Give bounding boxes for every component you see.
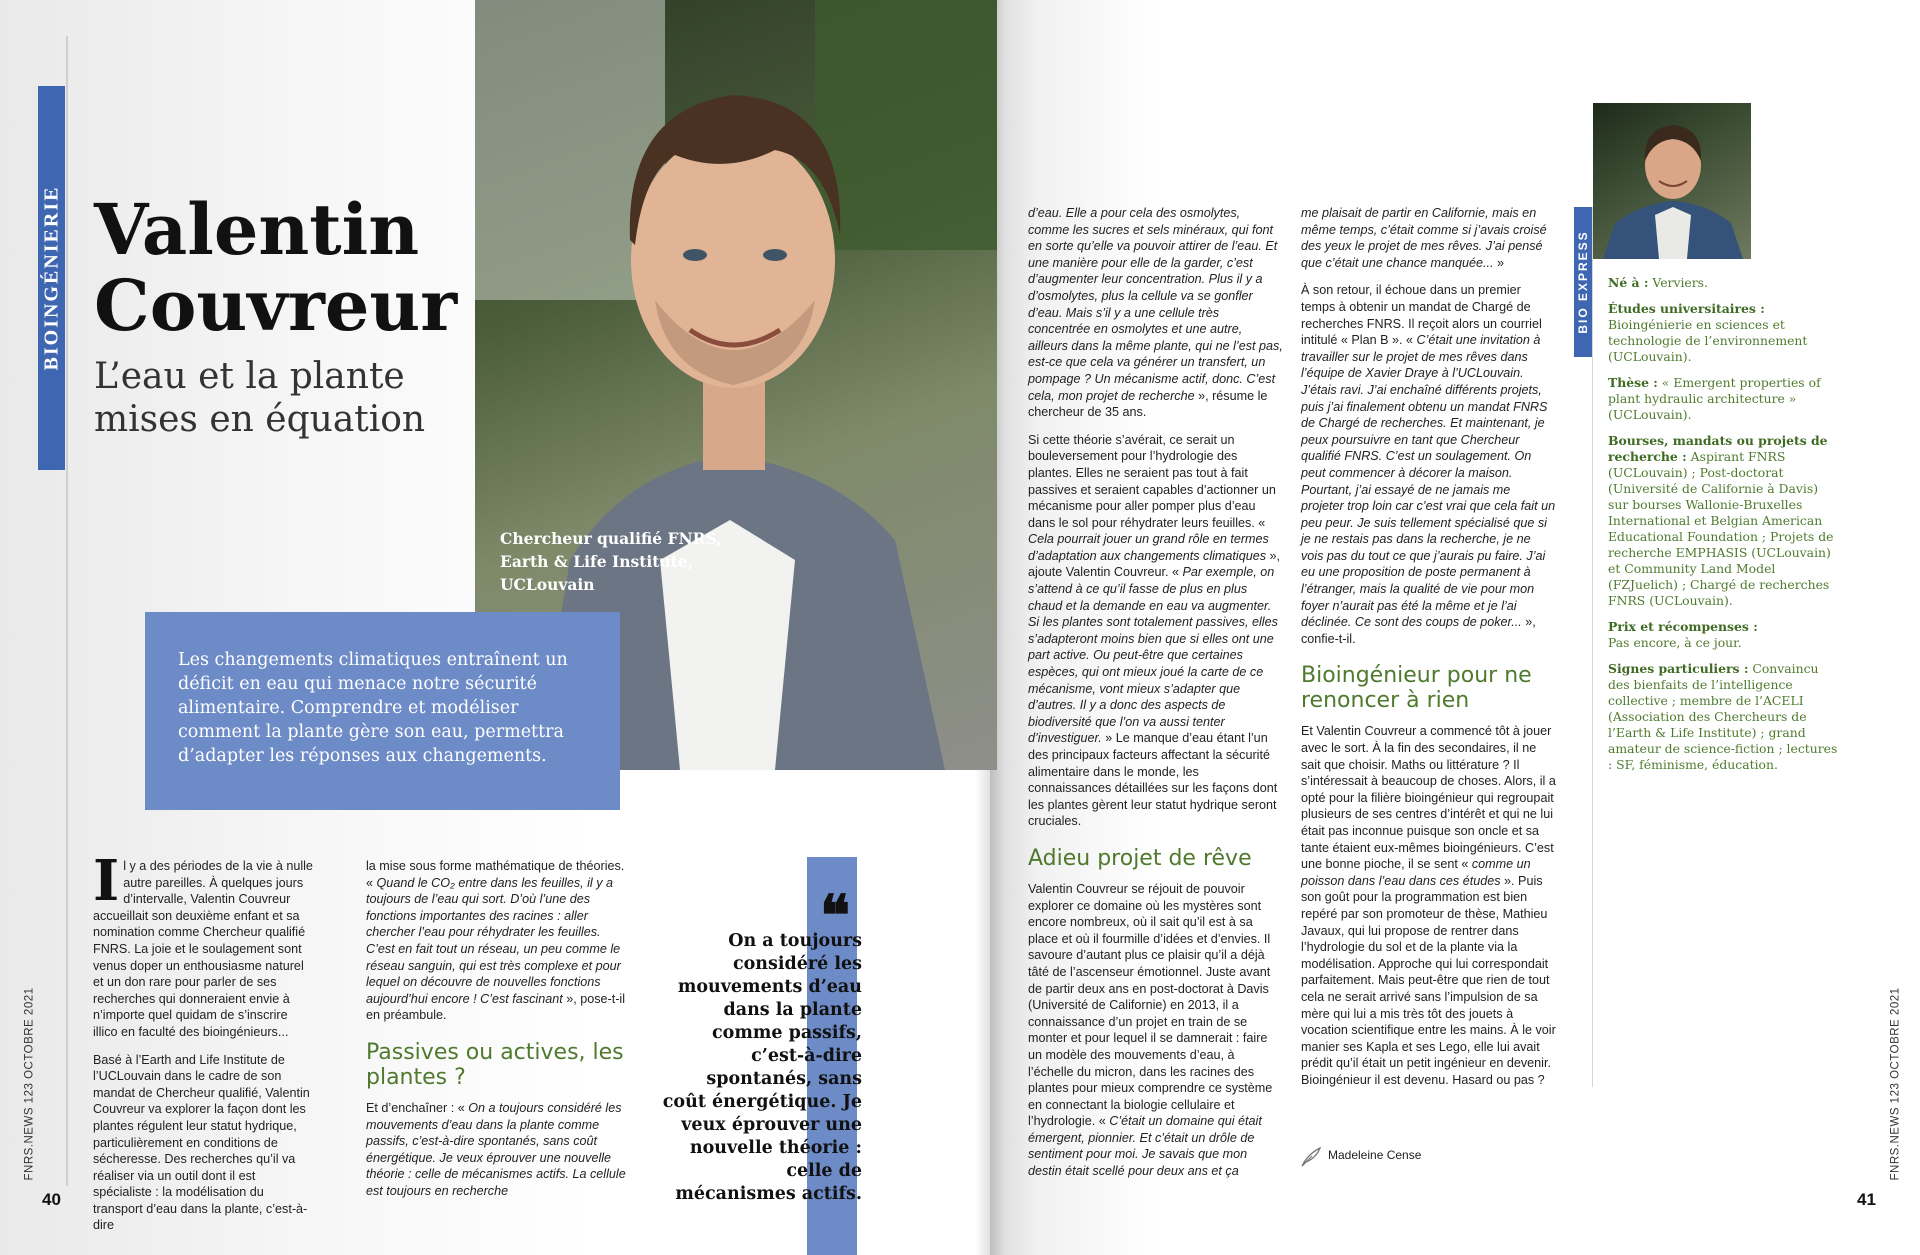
bio-studies	[1608, 301, 1838, 365]
byline: Madeleine Cense	[1328, 1148, 1422, 1162]
quote-run: Cela pourrait jouer un grand rôle en termes d’adaptation aux changements climatiques	[1028, 532, 1269, 563]
bio-label: Né à :	[1608, 275, 1649, 290]
text-run: Si cette théorie s’avérait, ce serait un bouleversement pour l’hydrologie des plantes. Elles ne seraient pas tout à fait passives et seraient capables d’actionner un mécanisme pour aller pomper plus d’eau dans le sol pour réhydrater leurs feuilles. «	[1028, 432, 1276, 530]
article-title	[94, 188, 458, 347]
article-subtitle	[94, 355, 425, 441]
text-run: Et d’enchaîner : «	[366, 1100, 469, 1115]
paragraph: Basé à l’Earth and Life Institute de l’UCLouvain dans le cadre de son mandat de Chercheur qualifié, Valentin Couvreur va explorer la façon dont les plantes régulent leur statut hydrique, particulièrement en conditions de sécheresse. Des recherches qu’il va réaliser via un outil dont il est spécialiste : la modélisation du transport d’eau dans la plante, c’est-à-dire	[93, 1052, 310, 1233]
text-run: Valentin Couvreur se réjouit de pouvoir explorer ce domaine où les mystères sont encore nombreux, où il sait qu’il est à sa place et où il fourmille d’idées et d’envies. Il savoure d’autant plus ce plaisir qu’il a déjà tâté de l’ascenseur émotionnel. Juste avant de partir deux ans en post-doctorat à Davis (Université de Californie) en 2013, il a connaissance d’un projet en train de se monter et pour lequel il se damnerait : faire un modèle des mouvements d’eau, à l’échelle du micron, dans les racines des plantes pour mieux comprendre ce système en connectant la biologie cellulaire et l’hydrologie. «	[1028, 881, 1273, 1129]
bio-thesis	[1608, 375, 1838, 423]
photo-caption	[500, 527, 722, 596]
paragraph	[366, 1100, 628, 1200]
intro-text: Les changements climatiques entraînent un déficit en eau qui menace notre sécurité alimentaire. Comprendre et modéliser comment la plante gère son eau, permettra d’adapter les réponses aux changements.	[178, 650, 568, 766]
bio-photo	[1593, 103, 1751, 259]
bio-value: Convaincu des bienfaits de l’intelligence collective ; membre de l’ACELI (Association des Chercheurs de l’Earth & Life Institute) ; grand amateur de science-fiction ; lectures : SF, féminisme, éducation.	[1608, 661, 1838, 772]
bio-label: Signes particuliers :	[1608, 661, 1749, 676]
text-run: Et Valentin Couvreur a commencé tôt à jouer avec le sort. À la fin des secondaires, il ne sait que choisir. Maths ou littérature ? Il s’intéressait à beaucoup de choses. Alors, il a opté pour la filière bioingénieur qui regroupait plusieurs de ses centres d’intérêt et qui ne lui était pas inconnue puisque son oncle et sa tante étaient eux-mêmes bioingénieurs. C’est une bonne pioche, il se sent «	[1301, 724, 1556, 872]
bio-value: Aspirant FNRS (UCLouvain) ; Post-doctorat (Université de Californie à Davis) sur bourses Wallonie-Bruxelles International et Belgian American Educational Foundation ; Projets de recherche EMPHASIS (UCLouvain) et Community Land Model (FZJuelich) ; Chargé de recherches FNRS (UCLouvain).	[1608, 449, 1834, 608]
bio-signs	[1608, 661, 1838, 773]
page-number-left: 40	[42, 1190, 61, 1209]
paragraph	[93, 848, 315, 1041]
bio-label: Thèse :	[1608, 375, 1658, 390]
quote-run: comme un poisson dans l’eau dans ces études	[1301, 857, 1531, 888]
quote-run: C’était une invitation à travailler sur le projet de mes rêves dans l’équipe de Xavier Draye à l’UCLouvain. J’étais ravi. J’ai enchaîné différents projets, puis j’ai finalement obtenu un mandat FNRS de Chargé de recherches. Et maintenant, je peux poursuivre en tant que Chercheur qualifié FNRS. C’est un soulagement. On peut commencer à décorer la maison. Pourtant, j’ai essayé de ne jamais me projeter trop loin car c’est vrai que cela fait un peu peur. Je suis tellement spécialisé que si je ne restais pas dans la recherche, je ne vois pas du tout ce que j’aurais pu faire. J’ai eu une proposition de poste permanent à l’étranger, mais la qualité de vie pour mon foyer n’aurait pas été la même et je l’ai déclinée. Ce sont des coups de poker...	[1301, 333, 1556, 630]
paragraph	[1301, 723, 1556, 1088]
paragraph	[1301, 205, 1556, 271]
section-heading: Passives ou actives, les plantes ?	[366, 1039, 624, 1090]
text-run: » Le manque d’eau étant l’un des principaux facteurs affectant la sécurité alimentaire dans le monde, les connaissances détaillées sur les façons dont les plantes gèrent leur statut hydrique seront cruciales.	[1028, 731, 1278, 829]
title-last-name: Couvreur	[94, 264, 458, 347]
right-column-2	[1301, 205, 1556, 1100]
bio-label: Bourses, mandats ou projets de recherche :	[1608, 433, 1828, 464]
folio-right: FNRS.NEWS 123 OCTOBRE 2021	[1889, 987, 1902, 1181]
title-first-name: Valentin	[94, 188, 420, 271]
bio-label: Études universitaires :	[1608, 301, 1765, 316]
paragraph	[1028, 205, 1283, 421]
quote-run: Par exemple, on s’attend à ce qu’il fasse de plus en plus chaud et la demande en eau va augmenter. Si les plantes sont totalement passives, elles s’adapteront moins bien que si elles ont une part active. Ou peut-être que certaines espèces, qui ont mieux joué la carte de ce mécanisme, vont mieux s’adapter que d’autres. Il y a donc des aspects de biodiversité que l’on va aussi tenter d’investiguer.	[1028, 565, 1278, 746]
section-heading: Bioingénieur pour ne renoncer à rien	[1301, 663, 1532, 714]
quill-icon	[1300, 1146, 1322, 1168]
bio-value: Pas encore, à ce jour.	[1608, 635, 1742, 650]
quote-run: me plaisait de partir en Californie, mais en même temps, c’était comme si j’avais croisé des yeux le projet de mes rêves. J’ai pensé que c’était une chance manquée...	[1301, 206, 1547, 270]
bio-value: Verviers.	[1648, 275, 1708, 290]
bio-portrait-illustration	[1593, 103, 1751, 259]
page-number-right: 41	[1857, 1190, 1876, 1209]
caption-line-1: Chercheur qualifié FNRS,	[500, 529, 722, 548]
bio-label: Prix et récompenses :	[1608, 619, 1758, 634]
caption-line-2: Earth & Life Institute,	[500, 552, 694, 571]
paragraph	[1028, 432, 1283, 830]
paragraph	[1028, 881, 1283, 1180]
bio-tab-label: BIO EXPRESS	[1576, 230, 1590, 334]
section-label: BIOINGÉNIERIE	[40, 185, 63, 371]
text-run: », pose-t-il en préambule.	[366, 991, 626, 1023]
pull-quote: On a toujours considéré les mouvements d’eau dans la plante comme passifs, c’est-à-dire spontanés, sans coût énergétique. Je veux éprouver une nouvelle théorie : celle de mécanismes actifs.	[662, 931, 862, 1204]
text-run: », ajoute Valentin Couvreur. «	[1028, 548, 1281, 580]
text-run: », résume le chercheur de 35 ans.	[1028, 388, 1268, 420]
quote-run: C’était un domaine qui était émergent, pionnier. Et c’était un drôle de sentiment pour moi. Je savais que mon destin était scellé pour deux ans et ça	[1028, 1114, 1262, 1179]
quote-run: On a toujours considéré les mouvements d’eau dans la plante comme passifs, c’est-à-dire spontanés, sans coût énergétique. Je veux éprouver une nouvelle théorie : celle de mécanismes actifs. La cellule est toujours en recherche	[366, 1100, 626, 1198]
bio-express	[1608, 275, 1838, 783]
section-heading: Adieu projet de rêve	[1028, 845, 1252, 871]
text-run: la mise sous forme mathématique de théories. «	[366, 859, 625, 890]
folio-left: FNRS.NEWS 123 OCTOBRE 2021	[23, 987, 36, 1181]
right-column-1	[1028, 205, 1283, 1191]
bio-born	[1608, 275, 1838, 291]
paragraph	[1301, 282, 1556, 647]
paragraph-text: l y a des périodes de la vie à nulle autre pareilles. À quelques jours d’intervalle, Valentin Couvreur accueillait son deuxième enfant et sa nomination comme Chercheur qualifié FNRS. La joie et le soulagement sont venus doper un enthousiasme naturel et un don rare pour parler de ses recherches qui donneraient envie à n’importe quel quidam de s’inscrire illico en faculté des bioingénieurs...	[93, 859, 313, 1039]
subtitle-line-1: L’eau et la plante	[94, 356, 405, 397]
bio-prizes	[1608, 619, 1838, 651]
text-run: », confie-t-il.	[1301, 615, 1536, 646]
quote-mark-icon: ❝	[820, 883, 851, 949]
left-margin-rule	[66, 36, 68, 1186]
bio-rule	[1592, 207, 1593, 1087]
bio-value: « Emergent properties of plant hydraulic architecture » (UCLouvain).	[1608, 375, 1821, 422]
quote-run: d’eau. Elle a pour cela des osmolytes, comme les sucres et sels minéraux, qui font en sorte qu’elle va pouvoir attirer de l’eau. Et une manière pour elle de la garder, c’est d’augmenter leur concentration. Plus il y a d’osmolytes, plus la cellule va se gonfler d’eau. Mais s’il y a une cellule très concentrée en osmolytes et une autre, ailleurs dans la même plante, qui ne l’est pas, est-ce que cela va générer un transfert, un pompage ? Un mécanisme actif, donc. C’est cela, mon projet de recherche	[1028, 206, 1283, 403]
text-run: ». Puis son goût pour la programmation est bien repéré par son promoteur de thèse, Mathieu Javaux, qui lui propose de rentrer dans l’hydrologie du sol et de la plante via la modélisation. Approche qui lui correspondait parfaitement. Mais peut-être que rien de tout cela ne serait arrivé sans l’impulsion de sa mère qui lui a mis très tôt des jouets à vocation scientifique entre les mains. À le voir manier ses Kapla et ses Lego, elle lui avait prédit qu’il était un petit ingénieur en devenir. Bioingénieur il est devenu. Hasard ou pas ?	[1301, 873, 1556, 1087]
paragraph	[366, 858, 628, 1024]
left-column-1	[93, 848, 315, 1245]
left-column-2	[366, 858, 628, 1211]
bio-grants	[1608, 433, 1838, 609]
text-run: »	[1493, 255, 1505, 270]
quote-run: Quand le CO₂ entre dans les feuilles, il y a toujours de l’eau qui sort. D’où l’une des fonctions importantes des racines : aller chercher l’eau pour réhydrater les feuilles. C’est en fait tout un réseau, un peu comme le réseau sanguin, qui est très complexe et pour lequel on découvre de nouvelles fonctions aujourd’hui encore ! C’est fascinant	[366, 875, 621, 1006]
drop-cap: I	[93, 848, 120, 914]
subtitle-line-2: mises en équation	[94, 399, 426, 440]
bio-value: Bioingénierie en sciences et technologie de l’environnement (UCLouvain).	[1608, 317, 1808, 364]
text-run: À son retour, il échoue dans un premier temps à obtenir un mandat de Chargé de recherches FNRS. Il reçoit alors un courriel intitulé « Plan B ». «	[1301, 283, 1542, 348]
caption-line-3: UCLouvain	[500, 575, 595, 594]
